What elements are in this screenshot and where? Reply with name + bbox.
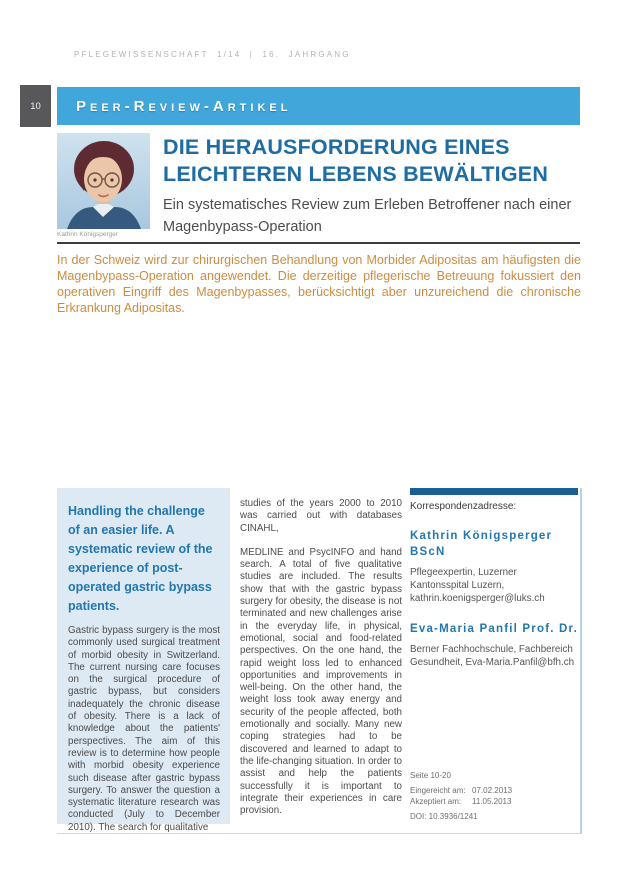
correspondence-label: Korrespondenzadresse: [410, 501, 517, 512]
author-photo [57, 133, 150, 229]
photo-caption: Kathrin Königsperger [57, 231, 119, 238]
meta-pages: Seite 10-20 [410, 771, 451, 780]
article-title: DIE HERAUSFORDERUNG EINES LEICHTEREN LEBENS BEWÄLTIGEN [163, 135, 549, 186]
abstract-continuation-para-1: studies of the years 2000 to 2010 was carried out with databases CINAHL, [240, 498, 402, 534]
abstract-continuation-column [240, 498, 402, 817]
section-header-bar [57, 87, 580, 125]
meta-submitted-value: 07.02.2013 [472, 786, 513, 795]
article-subtitle: Ein systematisches Review zum Erleben Betroffener nach einer Magenbypass-Operation [163, 197, 572, 235]
section-label: Peer-Review-Artikel [76, 97, 292, 115]
abstract-body: Gastric bypass surgery is the most commonly used surgical treatment of morbid obesity in Switzerland. The current nursing care focuses on the surgical procedure of gastric bypass, but considers inadequately the chronic disease of obesity. There is a lack of knowledge about the patients' perspectives. The aim of this review is to determine how people with morbid obesity experience such disease after gastric bypass surgery. To answer the question a systematic literature research was conducted (July to December 2010). The search for qualitative [68, 625, 220, 833]
author-2-name: Eva-Maria Panfil Prof. Dr. [410, 623, 578, 635]
meta-accepted-row [410, 796, 578, 807]
meta-doi: DOI: 10.3936/1241 [410, 812, 478, 821]
abstract-continuation-para-2: MEDLINE and PsycINFO and hand search. A total of five qualitative studies are included. The results show that with the gastric bypass surgery for obesity, the disease is not terminated and new challenges arise in the everyday life, in physical, emotional, social and food-related perspectives. On the one hand, the rapid weight loss led to enhanced opportunities and improvements in well-being. On the other hand, the weight loss took away energy and security of the people affected, both emotionally and socially. Many new coping strategies had to be discovered and learned to adapt to the life-changing situation. In order to assist and help the patients successfully it is important to integrate their experiences in care provision. [240, 546, 402, 817]
page-number: 10 [30, 100, 41, 112]
author-portrait-illustration [57, 133, 150, 229]
right-column-rule [580, 488, 582, 833]
meta-accepted-label: Akzeptiert am: [410, 797, 462, 806]
journal-masthead: PFLEGEWISSENSCHAFT 1/14 | 16. JAHRGANG [74, 50, 351, 59]
meta-submitted-label: Eingereicht am: [410, 786, 466, 795]
article-meta-block [410, 770, 578, 822]
author-1-name: Kathrin Königsperger BScN [410, 530, 553, 558]
lead-paragraph: In der Schweiz wird zur chirurgischen Behandlung von Morbider Adipositas am häufigsten die Magenbypass-Operation angewendet. Die derzeitige pflegerische Betreuung fokussiert den operativen Eingriff des Magenbypasses, berücksichtigt aber unzureichend die chronische Erkrankung Adipositas. [57, 253, 581, 315]
abstract-heading: Handling the challenge of an easier life. A systematic review of the experience of post-operated gastric bypass patients. [68, 504, 213, 613]
correspondence-accent-bar [410, 488, 578, 495]
page-number-tab [20, 85, 51, 127]
header-divider-rule [57, 242, 580, 244]
bottom-rule [57, 833, 582, 834]
author-1-affiliation: Pflegeexpertin, Luzerner Kantonsspital Luzern, kathrin.koenigsperger@luks.ch [410, 567, 545, 604]
author-2-affiliation: Berner Fachhochschule, Fachbereich Gesundheit, Eva-Maria.Panfil@bfh.ch [410, 644, 575, 668]
meta-accepted-value: 11.05.2013 [472, 797, 512, 806]
english-abstract-box [57, 488, 230, 833]
meta-submitted-row [410, 785, 578, 796]
correspondence-column [410, 488, 578, 669]
